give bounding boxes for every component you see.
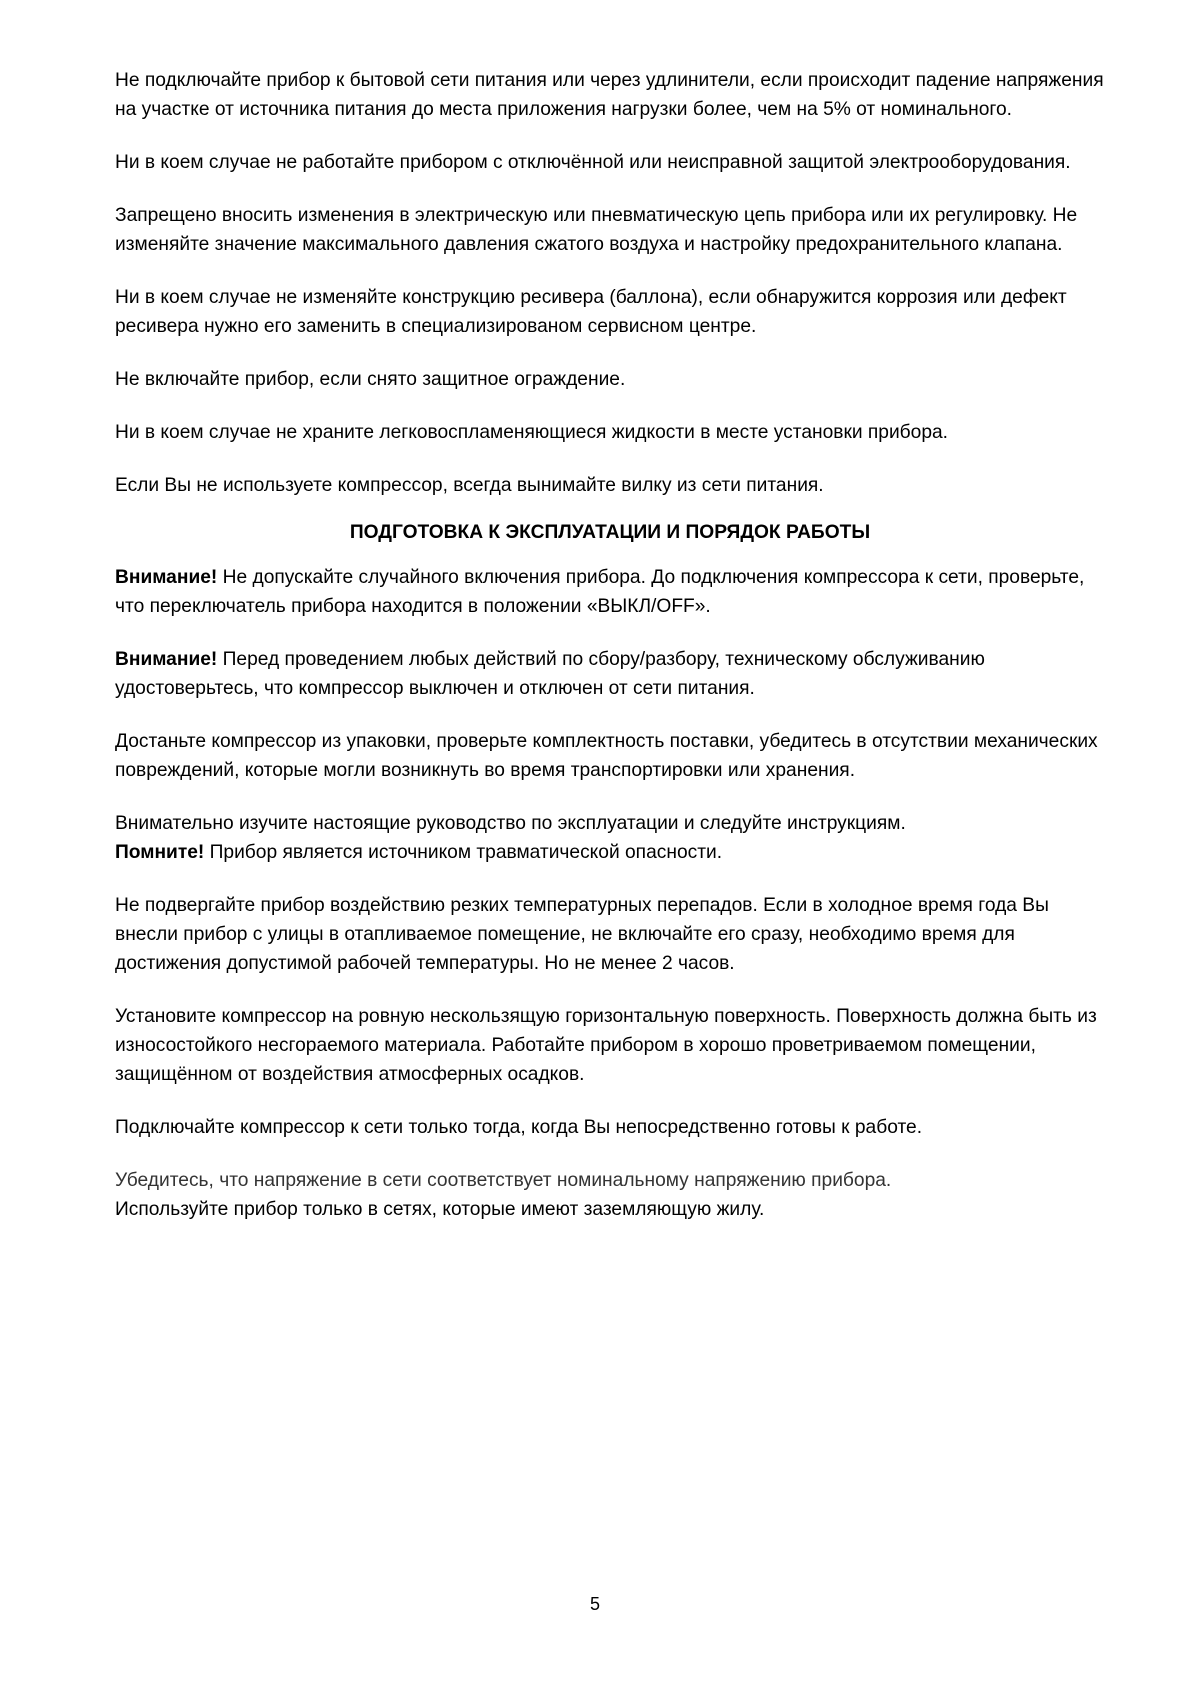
paragraph-voltage [115, 1166, 1105, 1224]
paragraph-voltage-drop: Не подключайте прибор к бытовой сети питания или через удлинители, если происходит падение напряжения на участке от источника питания до места приложения нагрузки более, чем на 5% от номинального. [115, 70, 1104, 120]
remember-text: Прибор является источником травматической опасности. [204, 842, 723, 863]
section-heading: ПОДГОТОВКА К ЭКСПЛУАТАЦИИ И ПОРЯДОК РАБОТЫ [349, 522, 871, 543]
paragraph-guard: Не включайте прибор, если снято защитное ограждение. [115, 369, 626, 390]
warning-label: Внимание! [115, 649, 218, 670]
warning-text: Перед проведением любых действий по сбору/разбору, техническому обслуживанию удостоверьтесь, что компрессор выключен и отключен от сети питания. [115, 649, 985, 699]
warning-label: Внимание! [115, 567, 218, 588]
paragraph-unpack: Достаньте компрессор из упаковки, проверьте комплектность поставки, убедитесь в отсутствии механических повреждений, которые могли возникнуть во время транспортировки или хранения. [115, 731, 1098, 781]
warning-text: Не допускайте случайного включения прибора. До подключения компрессора к сети, проверьте, что переключатель прибора находится в положении «ВЫКЛ/OFF». [115, 567, 1085, 617]
document-page [115, 66, 1105, 1248]
voltage-line-1: Убедитесь, что напряжение в сети соответствует номинальному напряжению прибора. [115, 1170, 892, 1191]
paragraph-protection: Ни в коем случае не работайте прибором с отключённой или неисправной защитой электрооборудования. [115, 152, 1071, 173]
paragraph-receiver: Ни в коем случае не изменяйте конструкцию ресивера (баллона), если обнаружится коррозия или дефект ресивера нужно его заменить в специализированом сервисном центре. [115, 287, 1067, 337]
voltage-line-2: Используйте прибор только в сетях, которые имеют заземляющую жилу. [115, 1199, 765, 1220]
manual-text: Внимательно изучите настоящие руководство по эксплуатации и следуйте инструкциям. [115, 813, 906, 834]
paragraph-warning-maintenance [115, 645, 1105, 703]
remember-line [115, 838, 1105, 867]
page-number: 5 [589, 1594, 600, 1614]
paragraph-unplug: Если Вы не используете компрессор, всегда вынимайте вилку из сети питания. [115, 475, 824, 496]
paragraph-warning-switch [115, 563, 1105, 621]
paragraph-no-modifications: Запрещено вносить изменения в электрическую или пневматическую цепь прибора или их регулировку. Не изменяйте значение максимального давления сжатого воздуха и настройку предохранительного клапана. [115, 205, 1078, 255]
paragraph-manual [115, 809, 1105, 867]
remember-label: Помните! [115, 842, 205, 863]
paragraph-temperature: Не подвергайте прибор воздействию резких температурных перепадов. Если в холодное время года Вы внесли прибор с улицы в отапливаемое помещение, не включайте его сразу, необходимо время для достижения допустимой рабочей температуры. Но не менее 2 часов. [115, 895, 1049, 974]
paragraph-surface: Установите компрессор на ровную нескользящую горизонтальную поверхность. Поверхность должна быть из износостойкого несгораемого материала. Работайте прибором в хорошо проветриваемом помещении, защищённом от воздействия атмосферных осадков. [115, 1006, 1097, 1085]
paragraph-connect: Подключайте компрессор к сети только тогда, когда Вы непосредственно готовы к работе. [115, 1117, 923, 1138]
paragraph-flammable: Ни в коем случае не храните легковоспламеняющиеся жидкости в месте установки прибора. [115, 422, 949, 443]
